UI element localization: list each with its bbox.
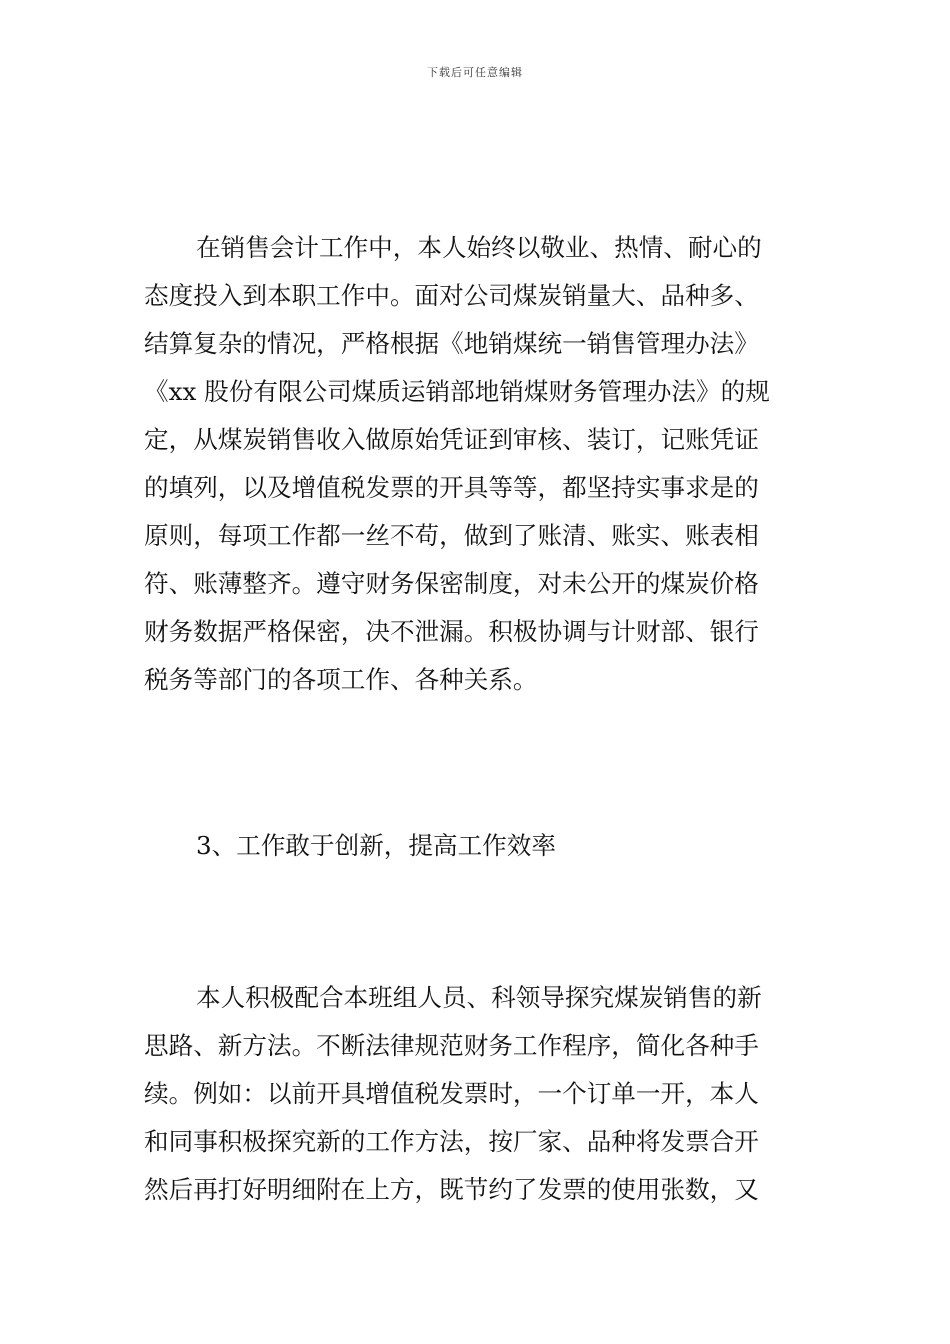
paragraph-line: 定，从煤炭销售收入做原始凭证到审核、装订，记账凭证 [144, 425, 759, 454]
paragraph-line: 和同事积极探究新的工作方法，按厂家、品种将发票合开 [144, 1127, 759, 1156]
paragraph-line: 原则，每项工作都一丝不苟，做到了账清、账实、账表相 [144, 521, 759, 550]
paragraph-line: 的填列，以及增值税发票的开具等等，都坚持实事求是的 [144, 473, 759, 502]
header-note: 下载后可任意编辑 [427, 66, 523, 79]
paragraph-line: 财务数据严格保密，决不泄漏。积极协调与计财部、银行 [144, 617, 759, 646]
paragraph-line: 态度投入到本职工作中。面对公司煤炭销量大、品种多、 [144, 281, 759, 310]
paragraph-innovation [144, 974, 808, 1214]
paragraph-line: 符、账薄整齐。遵守财务保密制度，对未公开的煤炭价格 [144, 569, 759, 598]
section-heading-text: 3、工作敢于创新，提高工作效率 [196, 831, 556, 860]
section-heading [144, 822, 808, 870]
paragraph-line: 思路、新方法。不断法律规范财务工作程序，简化各种手 [144, 1031, 759, 1060]
paragraph-sales-accounting [144, 224, 808, 704]
paragraph-line: 然后再打好明细附在上方，既节约了发票的使用张数，又 [144, 1175, 759, 1204]
paragraph-line: 续。例如：以前开具增值税发票时，一个订单一开，本人 [144, 1079, 759, 1108]
paragraph-line: 在销售会计工作中，本人始终以敬业、热情、耐心的 [196, 233, 762, 262]
paragraph-line: 结算复杂的情况，严格根据《地销煤统一销售管理办法》 [144, 329, 759, 358]
paragraph-line: 《xx 股份有限公司煤质运销部地销煤财务管理办法》的规 [144, 377, 770, 406]
paragraph-line: 税务等部门的各项工作、各种关系。 [144, 665, 538, 694]
paragraph-line: 本人积极配合本班组人员、科领导探究煤炭销售的新 [196, 983, 762, 1012]
